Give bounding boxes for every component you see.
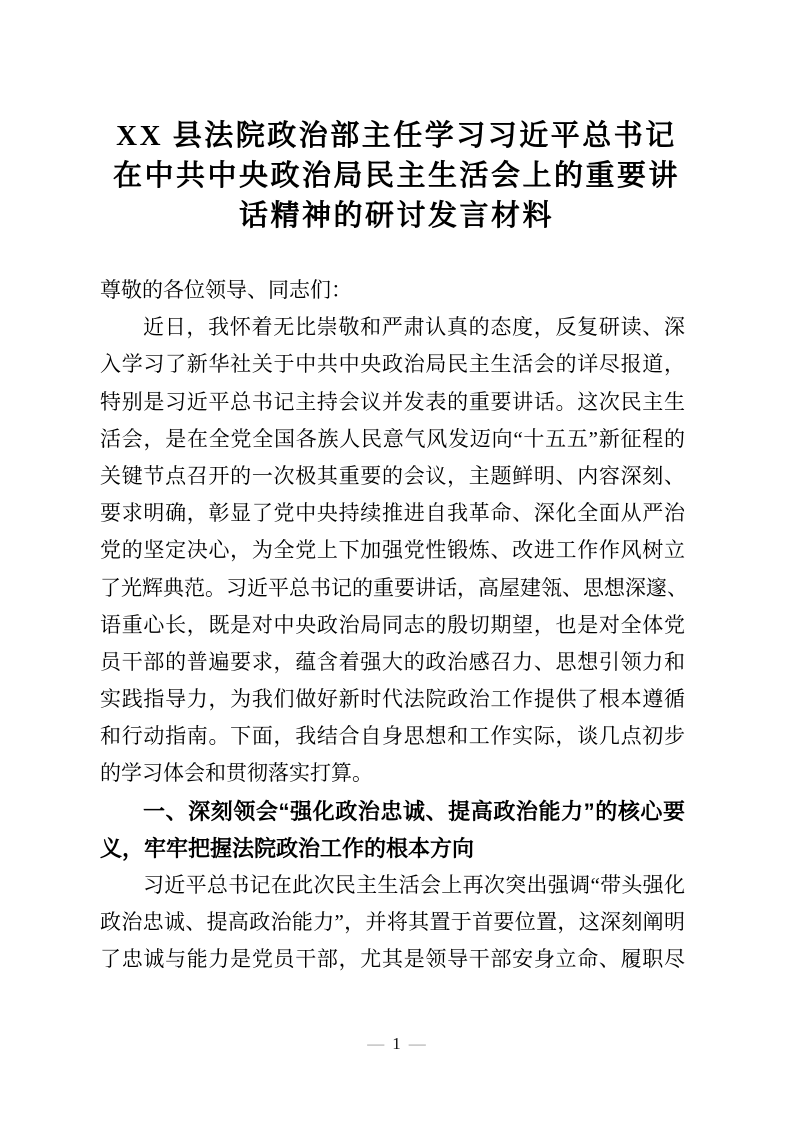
body-line: 近日，我怀着无比崇敬和严肃认真的态度，反复研读、深 [143, 315, 685, 340]
body-line: 关键节点召开的一次极其重要的会议，主题鲜明、内容深刻、 [100, 463, 685, 488]
body-line: 实践指导力，为我们做好新时代法院政治工作提供了根本遵循 [100, 687, 685, 712]
page-number: 1 [392, 1034, 401, 1053]
body-line: 习近平总书记在此次民主生活会上再次突出强调“带头强化 [143, 873, 685, 897]
body-line: 的学习体会和贯彻落实打算。 [100, 761, 373, 786]
title-line: XX 县法院政治部主任学习习近平总书记 [116, 120, 677, 152]
body-line: 语重心长，既是对中央政治局同志的殷切期望，也是对全体党 [100, 612, 685, 637]
document-body [100, 272, 688, 979]
heading-line: 一、深刻领会“强化政治忠诚、提高政治能力”的核心要 [143, 798, 685, 824]
footer-dash-right: — [408, 1034, 426, 1053]
heading-line: 义，牢牢把握法院政治工作的根本方向 [100, 835, 475, 861]
body-line: 和行动指南。下面，我结合自身思想和工作实际，谈几点初步 [100, 724, 685, 749]
document-title [80, 116, 713, 236]
title-line: 话精神的研讨发言材料 [238, 200, 554, 232]
body-line: 活会，是在全党全国各族人民意气风发迈向“十五五”新征程的 [100, 426, 685, 451]
body-line: 了光辉典范。习近平总书记的重要讲话，高屋建瓴、思想深邃、 [100, 575, 688, 600]
body-line: 政治忠诚、提高政治能力”，并将其置于首要位置，这深刻阐明 [100, 910, 685, 935]
body-line: 要求明确，彰显了党中央持续推进自我革命、深化全面从严治 [100, 501, 685, 526]
title-line: 在中共中央政治局民主生活会上的重要讲 [112, 160, 680, 192]
body-line: 了忠诚与能力是党员干部，尤其是领导干部安身立命、履职尽 [100, 947, 685, 972]
footer-dash-left: — [367, 1034, 385, 1053]
body-line: 尊敬的各位领导、同志们： [100, 278, 352, 302]
body-line: 员干部的普遍要求，蕴含着强大的政治感召力、思想引领力和 [100, 649, 685, 674]
body-line: 党的坚定决心，为全党上下加强党性锻炼、改进工作作风树立 [100, 538, 685, 563]
body-line: 入学习了新华社关于中共中央政治局民主生活会的详尽报道， [100, 352, 685, 377]
body-line: 特别是习近平总书记主持会议并发表的重要讲话。这次民主生 [100, 389, 685, 414]
page-footer [0, 1033, 793, 1055]
